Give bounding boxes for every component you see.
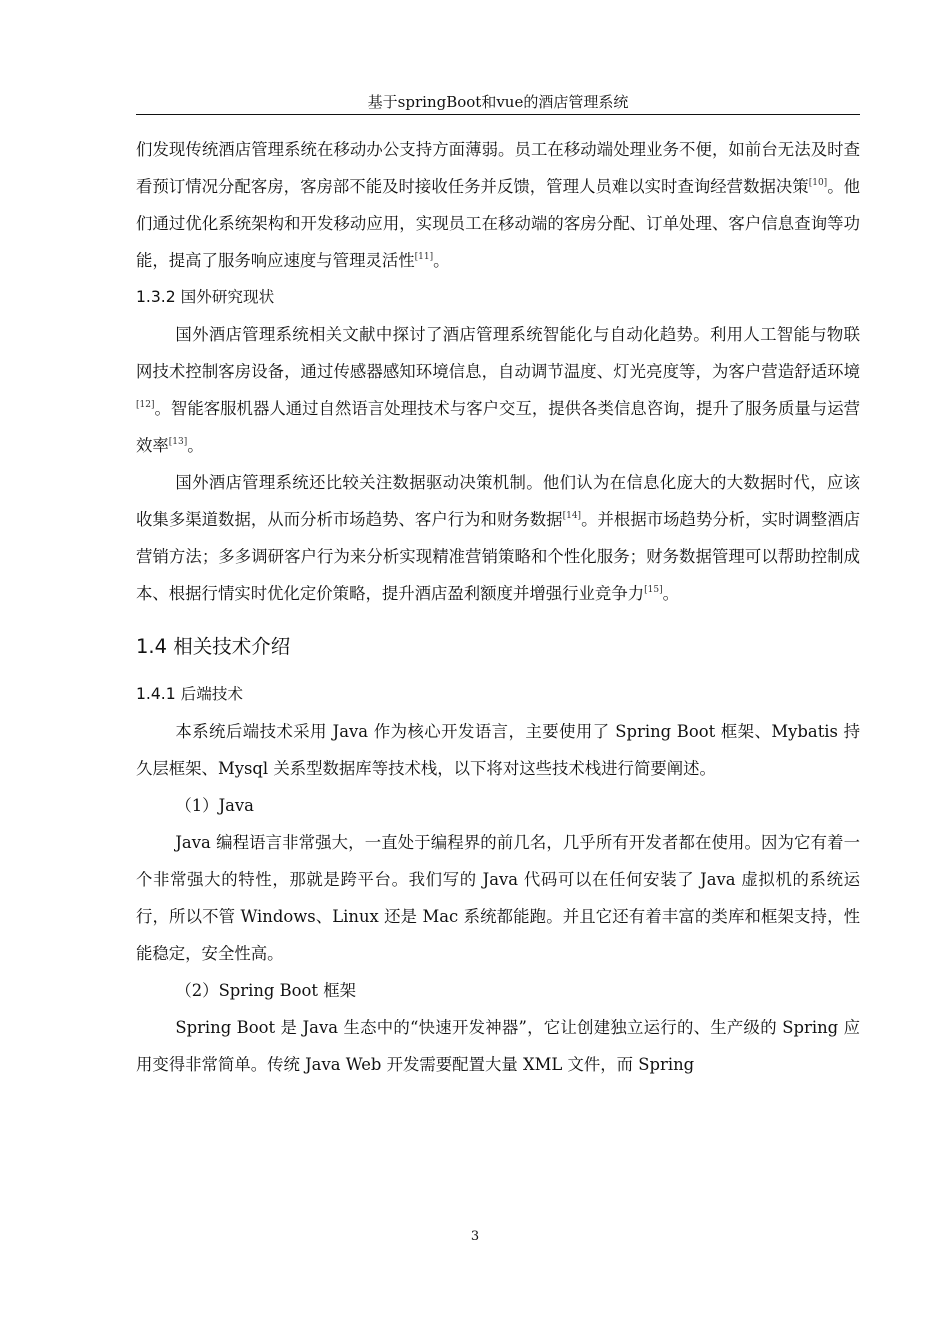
citation-14: [14] <box>562 511 582 521</box>
page-content <box>136 131 860 1083</box>
section-heading-1-3-2: 1.3.2 国外研究现状 <box>136 288 275 306</box>
citation-15: [15] <box>644 585 663 595</box>
paragraph-java: Java 编程语言非常强大，一直处于编程界的前几名，几乎所有开发者都在使用。因为它有着一个非常强大的特性，那就是跨平台。我们写的 Java 代码可以在任何安装了 Java 虚拟机的系统运行，所以不管 Windows、Linux 还是 Mac 系统都能跑。并且它还有着丰富的类库和框架支持，性能稳定，安全性高。 <box>136 833 860 963</box>
list-item-spring-boot: （2）Spring Boot 框架 <box>175 981 356 1000</box>
paragraph-mobile-office: 们发现传统酒店管理系统在移动办公支持方面薄弱。员工在移动端处理业务不便，如前台无法及时查看预订情况分配客房，客房部不能及时接收任务并反馈，管理人员难以实时查询经营数据决策[10]。他们通过优化系统架构和开发移动应用，实现员工在移动端的客房分配、订单处理、客户信息查询等功能，提高了服务响应速度与管理灵活性[11]。 <box>136 140 861 270</box>
paragraph-data-driven: 国外酒店管理系统还比较关注数据驱动决策机制。他们认为在信息化庞大的大数据时代，应该收集多渠道数据，从而分析市场趋势、客户行为和财务数据[14]。并根据市场趋势分析，实时调整酒店营销方法；多多调研客户行为来分析实现精准营销策略和个性化服务；财务数据管理可以帮助控制成本、根据行情实时优化定价策略，提升酒店盈利额度并增强行业竞争力[15]。 <box>136 473 861 603</box>
list-item-java: （1）Java <box>175 796 254 815</box>
paragraph-backend-stack: 本系统后端技术采用 Java 作为核心开发语言，主要使用了 Spring Boot 框架、Mybatis 持久层框架、Mysql 关系型数据库等技术栈，以下将对这些技术栈进行简要阐述。 <box>136 722 860 778</box>
header-divider <box>136 114 860 115</box>
citation-13: [13] <box>168 437 188 447</box>
citation-11: [11] <box>414 252 434 262</box>
running-header: 基于springBoot和vue的酒店管理系统 <box>367 93 629 111</box>
page-number: 3 <box>470 1229 480 1244</box>
citation-12: [12] <box>136 400 155 410</box>
paragraph-spring-boot: Spring Boot 是 Java 生态中的“快速开发神器”，它让创建独立运行的、生产级的 Spring 应用变得非常简单。传统 Java Web 开发需要配置大量 XML 文件，而 Spring <box>136 1018 860 1074</box>
section-heading-1-4: 1.4 相关技术介绍 <box>136 635 291 658</box>
paragraph-intelligence-trend: 国外酒店管理系统相关文献中探讨了酒店管理系统智能化与自动化趋势。利用人工智能与物联网技术控制客房设备，通过传感器感知环境信息，自动调节温度、灯光亮度等，为客户营造舒适环境[12]。智能客服机器人通过自然语言处理技术与客户交互，提供各类信息咨询，提升了服务质量与运营效率[13]。 <box>136 325 860 455</box>
section-heading-1-4-1: 1.4.1 后端技术 <box>136 685 244 703</box>
citation-10: [10] <box>808 178 828 188</box>
